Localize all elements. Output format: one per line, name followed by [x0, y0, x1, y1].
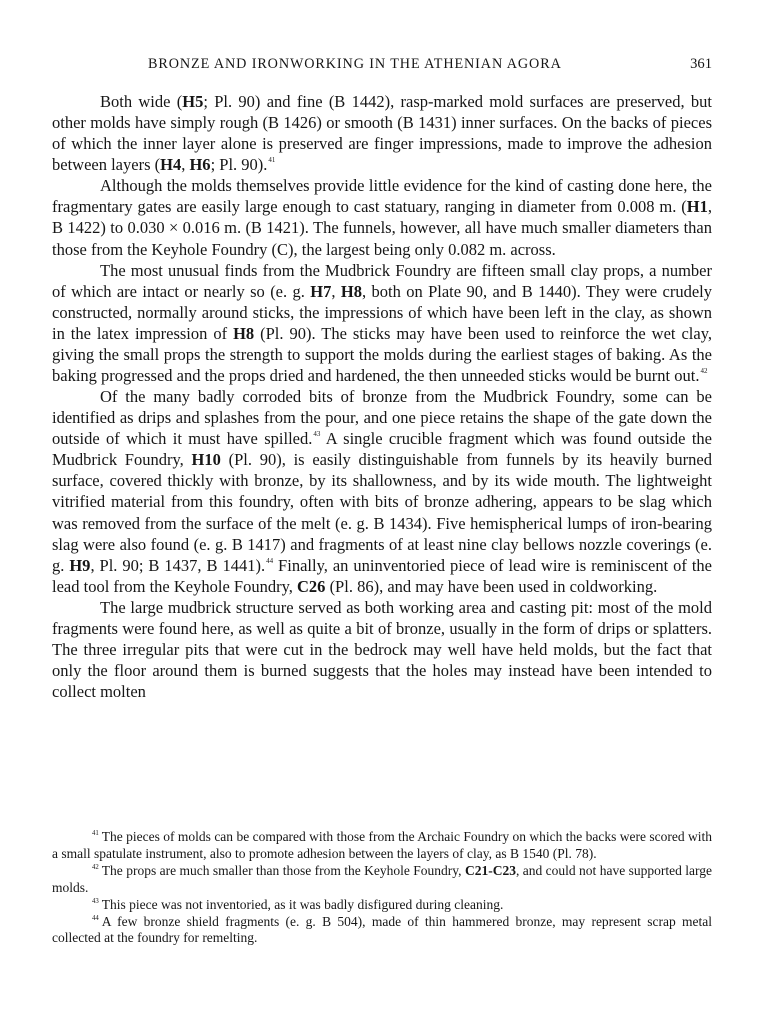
main-text [52, 91, 712, 702]
paragraph-3 [52, 260, 712, 386]
footnote-mark: 42 [92, 863, 99, 871]
catalog-ref: H7 [310, 281, 332, 301]
text-run: Although the molds themselves provide little evidence for the kind of casting done here, the fragmentary gates are easily large enough to cast statuary, ranging in diameter from 0.008 m. ( [52, 176, 712, 217]
footnote-mark: 41 [92, 830, 99, 837]
text-run: ; Pl. 90). [210, 155, 268, 175]
footnote-44 [52, 914, 712, 948]
footnote-43 [52, 897, 712, 914]
catalog-ref: C26 [297, 576, 326, 596]
footnote-text: This piece was not inventoried, as it was badly disfigured during cleaning. [101, 896, 504, 912]
paragraph-4 [52, 386, 712, 597]
paragraph-1 [52, 91, 712, 175]
text-run: , [331, 281, 341, 301]
text-run: (Pl. 90). The sticks may have been used to reinforce the wet clay, giving the small props the strength to support the molds during the earliest stages of baking. As the baking progressed and the props dried and hardened, the then unneeded sticks would be burnt out. [52, 323, 713, 386]
footnote-41 [52, 829, 712, 863]
catalog-ref: H6 [189, 155, 211, 175]
text-run: A single crucible fragment which was found outside the Mudbrick Foundry, [52, 429, 712, 470]
footnote-text: The pieces of molds can be compared with those from the Archaic Foundry on which the backs were scored with a small spatulate instrument, also to promote adhesion between the layers of clay, as B 1540 (Pl. 78). [52, 829, 712, 861]
catalog-ref: H1 [686, 197, 708, 217]
catalog-ref: H8 [233, 323, 255, 343]
running-title: BRONZE AND IRONWORKING IN THE ATHENIAN AGORA [148, 56, 562, 72]
footnote-ref: 41 [268, 156, 276, 165]
catalog-ref: H10 [191, 450, 221, 470]
catalog-ref: C21-C23 [464, 862, 516, 878]
footnote-ref: 44 [266, 556, 274, 565]
page-number: 361 [690, 56, 712, 72]
text-run: ; Pl. 90) and fine (B 1442), rasp-marked mold surfaces are preserved, but other molds have simply rough (B 1426) or smooth (B 1431) inner surfaces. On the backs of pieces of which the inner layer alone is preserved are finger impressions, made to improve the adhesion between layers ( [52, 92, 712, 175]
footnote-mark: 44 [92, 914, 99, 922]
text-run: The large mudbrick structure served as both working area and casting pit: most of the mold fragments were found here, as well as quite a bit of bronze, usually in the form of drips or splatters. The three irregular pits that were cut in the bedrock may well have held molds, but the fact that only the floor around them is burned suggests that the holes may instead have been intended to collect molten [52, 597, 712, 702]
text-run: Both wide ( [100, 92, 183, 111]
paragraph-5 [52, 597, 712, 702]
page-header [52, 56, 712, 78]
text-run: The most unusual finds from the Mudbrick Foundry are fifteen small clay props, a number of which are intact or nearly so (e. g. [52, 260, 712, 301]
catalog-ref: H4 [160, 155, 182, 175]
text-run: , Pl. 90; B 1437, B 1441). [90, 555, 266, 575]
catalog-ref: H8 [340, 281, 362, 301]
catalog-ref: H5 [182, 92, 204, 111]
paragraph-2 [52, 175, 712, 259]
footnote-text: , and could not have supported large molds. [52, 862, 713, 895]
catalog-ref: H9 [69, 555, 91, 575]
footnote-text: The props are much smaller than those from the Keyhole Foundry, [101, 862, 465, 878]
text-run: , both on Plate 90, and B 1440). They were crudely constructed, normally around sticks, the impressions of which have been left in the clay, as shown in the latex impression of [52, 281, 712, 343]
text-run: Finally, an uninventoried piece of lead wire is reminiscent of the lead tool from the Keyhole Foundry, [52, 555, 712, 596]
footnote-42 [52, 863, 712, 897]
footnote-ref: 42 [700, 367, 708, 376]
footnote-ref: 43 [313, 430, 321, 439]
footnotes [52, 829, 712, 947]
text-run: Of the many badly corroded bits of bronze from the Mudbrick Foundry, some can be identified as drips and splashes from the pour, and one piece retains the shape of the gate down the outside of which it must have spilled. [52, 387, 712, 449]
text-run: (Pl. 90), is easily distinguishable from funnels by its heavily burned surface, covered thickly with bronze, by its shallowness, and by its wide mouth. The lightweight vitrified material from this foundry, often with bits of bronze adhering, appears to be slag which was removed from the surface of the melt (e. g. B 1434). Five hemispherical lumps of iron-bearing slag were also found (e. g. B 1417) and fragments of at least nine clay bellows nozzle coverings (e. g. [52, 450, 712, 575]
text-run: , [181, 155, 190, 175]
text-run: , B 1422) to 0.030 × 0.016 m. (B 1421). The funnels, however, all have much smaller diameters than those from the Keyhole Foundry (C), the largest being only 0.082 m. across. [52, 197, 712, 259]
footnote-text: A few bronze shield fragments (e. g. B 504), made of thin hammered bronze, may represent scrap metal collected at the foundry for remelting. [52, 913, 712, 946]
footnote-mark: 43 [92, 897, 99, 905]
text-run: (Pl. 86), and may have been used in coldworking. [325, 576, 658, 596]
